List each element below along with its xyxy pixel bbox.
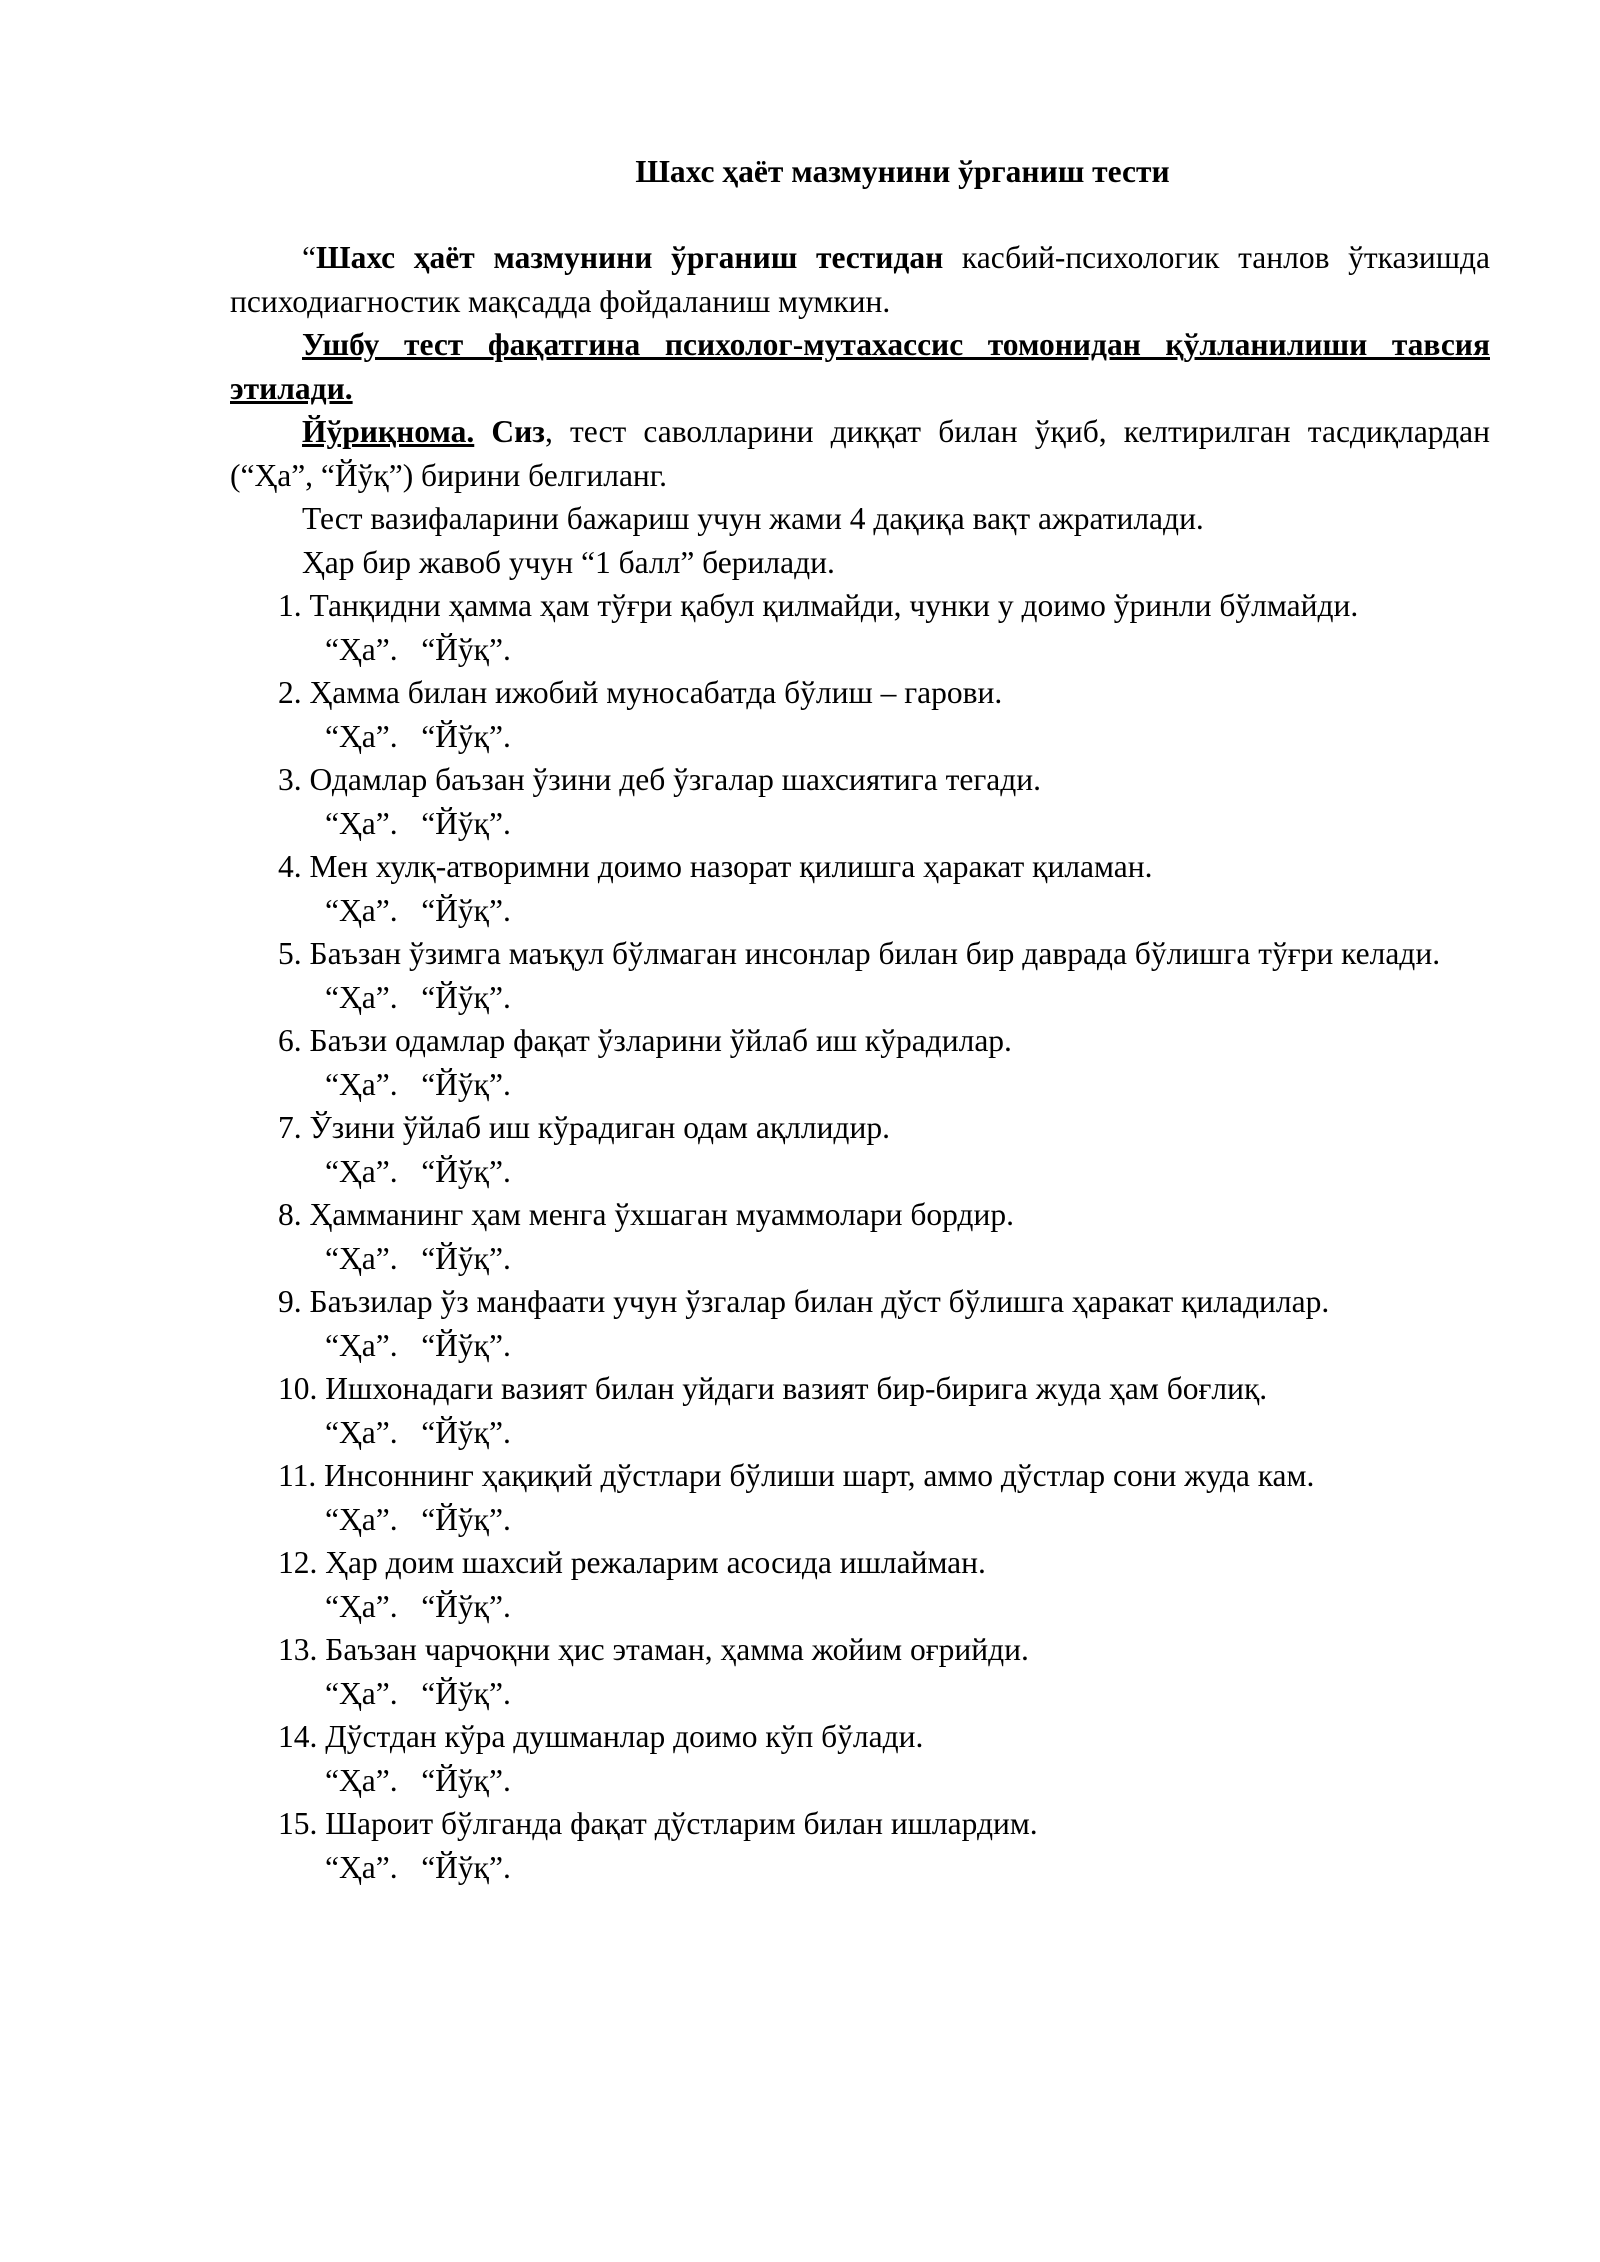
question-item [230, 1106, 1490, 1150]
question-item [230, 845, 1490, 889]
question-item [230, 1367, 1490, 1411]
question-number: 8. [278, 1197, 302, 1232]
answer-options: “Ҳа”. “Йўқ”. [325, 1675, 511, 1711]
answer-options: “Ҳа”. “Йўқ”. [325, 631, 511, 667]
question-item [230, 671, 1490, 715]
question-item [230, 758, 1490, 802]
intro-bold-phrase: Шахс ҳаёт мазмунини ўрганиш тестидан [315, 240, 944, 275]
answer-options: “Ҳа”. “Йўқ”. [325, 1153, 511, 1189]
questions-list [230, 584, 1490, 1889]
question-item [230, 1628, 1490, 1672]
answer-options: “Ҳа”. “Йўқ”. [325, 1849, 511, 1885]
instruction-text: , тест саволларини диққат билан ўқиб, келтирилган тасдиқлардан (“Ҳа”, “Йўқ”) бирини белгиланг. [230, 414, 1491, 493]
answer-options: “Ҳа”. “Йўқ”. [325, 1066, 511, 1102]
document-body [230, 150, 1490, 1889]
question-number: 15. [278, 1806, 318, 1841]
question-text: Танқидни ҳамма ҳам тўғри қабул қилмайди, чунки у доимо ўринли бўлмайди. [309, 588, 1359, 623]
question-number: 5. [278, 936, 302, 971]
question-text: Ҳамманинг ҳам менга ўхшаган муаммолари бордир. [309, 1197, 1014, 1232]
question-number: 11. [278, 1458, 317, 1493]
time-note: Тест вазифаларини бажариш учун жами 4 дақиқа вақт ажратилади. [302, 501, 1204, 536]
question-item [230, 1454, 1490, 1498]
question-item [230, 932, 1490, 976]
question-text: Мен хулқ-атворимни доимо назорат қилишга ҳаракат қиламан. [309, 849, 1153, 884]
question-number: 10. [278, 1371, 318, 1406]
answer-options: “Ҳа”. “Йўқ”. [325, 1501, 511, 1537]
question-text: Баъзан чарчоқни ҳис этаман, ҳамма жойим оғрийди. [325, 1632, 1029, 1667]
question-item [230, 1193, 1490, 1237]
answer-options: “Ҳа”. “Йўқ”. [325, 1414, 511, 1450]
question-number: 1. [278, 588, 302, 623]
answer-options: “Ҳа”. “Йўқ”. [325, 1588, 511, 1624]
question-item [230, 1019, 1490, 1063]
question-item [230, 1715, 1490, 1759]
question-text: Шароит бўлганда фақат дўстларим билан ишлардим. [325, 1806, 1038, 1841]
instruction-label: Йўриқнома. [302, 414, 475, 449]
question-text: Ишхонадаги вазият билан уйдаги вазият бир-бирига жуда ҳам боғлиқ. [325, 1371, 1268, 1406]
question-text: Ҳамма билан ижобий муносабатда бўлиш – гарови. [309, 675, 1003, 710]
document-title: Шахс ҳаёт мазмунини ўрганиш тести [635, 154, 1170, 189]
answer-options: “Ҳа”. “Йўқ”. [325, 892, 511, 928]
question-text: Дўстдан кўра душманлар доимо кўп бўлади. [325, 1719, 924, 1754]
answer-options: “Ҳа”. “Йўқ”. [325, 1762, 511, 1798]
score-note: Ҳар бир жавоб учун “1 балл” берилади. [302, 544, 835, 580]
answer-options: “Ҳа”. “Йўқ”. [325, 979, 511, 1015]
question-item [230, 584, 1490, 628]
question-number: 12. [278, 1545, 318, 1580]
answer-options: “Ҳа”. “Йўқ”. [325, 718, 511, 754]
question-item [230, 1541, 1490, 1585]
question-number: 4. [278, 849, 302, 884]
question-number: 9. [278, 1284, 302, 1319]
question-text: Баъзан ўзимга маъқул бўлмаган инсонлар билан бир даврада бўлишга тўғри келади. [309, 936, 1441, 971]
question-item [230, 1802, 1490, 1846]
warning-paragraph: Ушбу тест фақатгина психолог-мутахассис томонидан қўлланилиши тавсия этилади. [230, 327, 1490, 406]
instruction-space [474, 414, 491, 449]
question-text: Баъзилар ўз манфаати учун ўзгалар билан дўст бўлишга ҳаракат қиладилар. [309, 1284, 1330, 1319]
question-number: 3. [278, 762, 302, 797]
answer-options: “Ҳа”. “Йўқ”. [325, 1240, 511, 1276]
question-text: Ўзини ўйлаб иш кўрадиган одам ақллидир. [309, 1110, 890, 1145]
question-text: Одамлар баъзан ўзини деб ўзгалар шахсиятига тегади. [309, 762, 1042, 797]
instruction-you: Сиз [491, 414, 545, 449]
intro-open-quote: “ [302, 240, 316, 275]
intro-text: касбий-психологик танлов ўтказишда психодиагностик мақсадда фойдаланиш мумкин. [230, 240, 1490, 319]
answer-options: “Ҳа”. “Йўқ”. [325, 805, 511, 841]
question-text: Баъзи одамлар фақат ўзларини ўйлаб иш кўрадилар. [309, 1023, 1012, 1058]
question-number: 6. [278, 1023, 302, 1058]
instruction-paragraph [230, 410, 1490, 497]
answer-options: “Ҳа”. “Йўқ”. [325, 1327, 511, 1363]
question-number: 2. [278, 675, 302, 710]
question-text: Инсоннинг ҳақиқий дўстлари бўлиши шарт, аммо дўстлар сони жуда кам. [324, 1458, 1315, 1493]
question-number: 14. [278, 1719, 318, 1754]
intro-paragraph [230, 236, 1490, 323]
question-number: 7. [278, 1110, 302, 1145]
question-item [230, 1280, 1490, 1324]
question-number: 13. [278, 1632, 318, 1667]
question-text: Ҳар доим шахсий режаларим асосида ишлайман. [325, 1545, 986, 1580]
